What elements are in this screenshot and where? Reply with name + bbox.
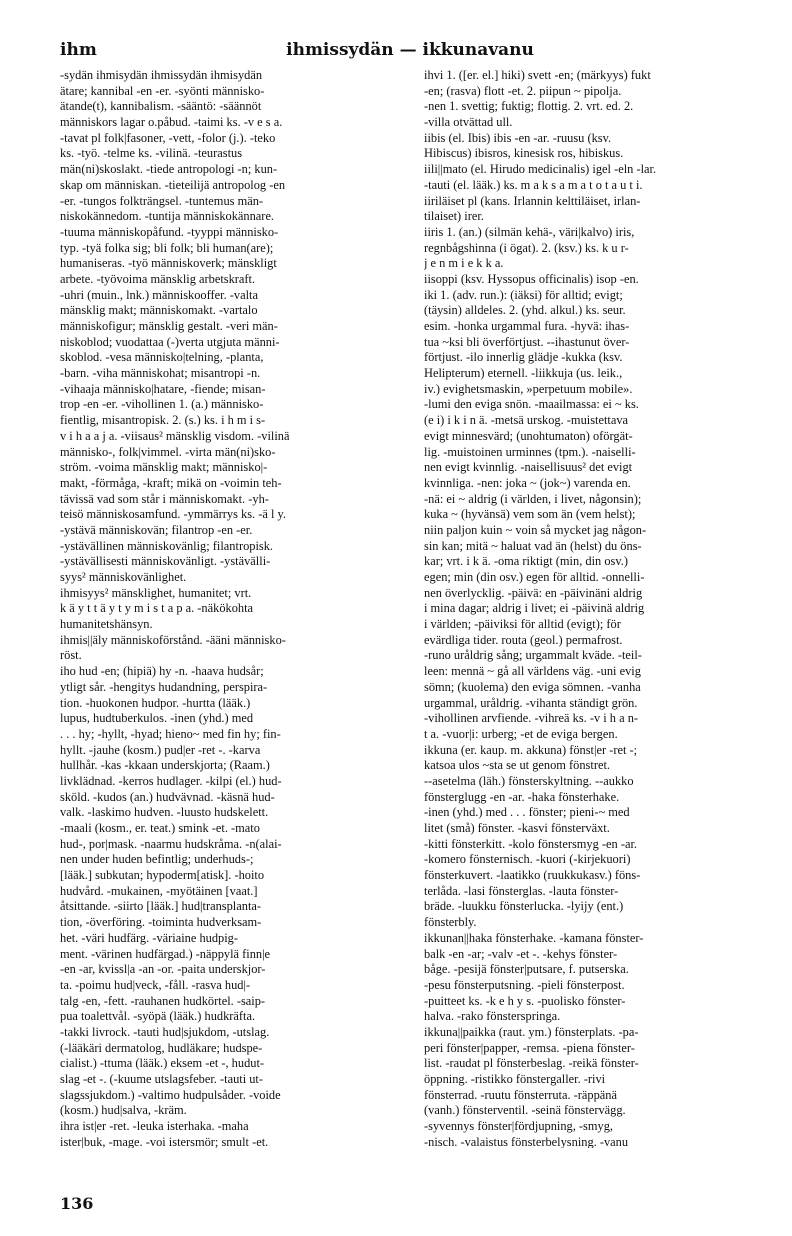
dictionary-line: -ystävä människovän; filantrop -en -er. [60,522,253,537]
dictionary-line: slag -et -. (-kuume utslagsfeber. -tauti ut- [60,1072,264,1086]
dictionary-line: -nisch. -valaistus fönsterbelysning. -vanu [424,1134,629,1148]
header-guide-word: ihm [60,40,97,60]
dictionary-line: k ä y t t ä y t y m i s t a p a. -näkökohta [60,601,254,616]
dictionary-line: pua toalettvål. -syöpä (lääk.) hudkräfta. [60,1009,256,1024]
dictionary-line: niskokännedom. -tuntija människokännare. [60,209,275,224]
dictionary-line: --asetelma (läh.) fönsterskyltning. --aukko [424,773,634,788]
dictionary-line: -villa otvättad ull. [424,115,513,130]
dictionary-line: fönsterglugg -en -ar. -haka fönsterhake. [424,789,620,804]
dictionary-line: slagssjukdom.) -valtimo hudpulsåder. -voide [60,1087,281,1102]
dictionary-line: urgammal, uråldrig. -vihanta ständigt grön. [424,695,638,710]
dictionary-line: balk -en -ar; -valv -et -. -kehys fönster- [424,946,618,961]
dictionary-line: -tauti (el. lääk.) ks. m a k s a m a t o t a u t i. [424,177,643,192]
dictionary-line: bräde. -luukku fönsterlucka. -lyijy (ent.) [424,899,624,914]
dictionary-line: -pesu fönsterputsning. -pieli fönsterpost. [424,977,625,992]
dictionary-line: ikkunan||haka fönsterhake. -kamana fönster- [424,930,644,945]
dictionary-line: nen överlycklig. -päivä: en -päivinäni aldrig [424,585,643,600]
dictionary-line: hyllt. -jauhe (kosm.) pud|er -ret -. -karva [60,742,261,757]
dictionary-line: nen evigt kvinnlig. -naisellisuus² det evigt [424,460,633,475]
right-column [424,68,784,1148]
dictionary-line: iiriläiset pl (kans. Irlannin kelttiläiset, irlan- [424,193,641,208]
dictionary-line: -ystävällisesti människovänligt. -ystävälli- [60,554,271,569]
dictionary-line: esim. -honka urgammal fura. -hyvä: ihas- [424,319,630,333]
dictionary-line: lupus, hudtuberkulos. -inen (yhd.) med [60,711,254,726]
dictionary-line: talg -en, -fett. -rauhanen hudkörtel. -saip- [60,993,266,1008]
dictionary-line: öppning. -ristikko fönstergaller. -rivi [424,1072,606,1086]
dictionary-line: syys² människovänlighet. [60,570,187,584]
dictionary-line: evärdliga tider. routa (geol.) permafrost. [424,632,623,647]
dictionary-line: arbete. -työvoima mänsklig arbetskraft. [60,271,256,286]
dictionary-line: kuka ~ (hyvänsä) vem som än (vem helst); [424,507,636,522]
dictionary-line: niin paljon kuin ~ voin så mycket jag någon- [424,522,647,537]
dictionary-line: ihvi 1. ([er. el.] hiki) svett -en; (märkyys) fukt [424,68,651,82]
dictionary-line: ister|buk, -mage. -voi istersmör; smult -et. [60,1134,269,1148]
dictionary-line: tilaiset) irer. [424,209,484,224]
dictionary-line: iisoppi (ksv. Hyssopus officinalis) isop -en. [424,271,639,286]
dictionary-line: tävissä vad som står i människomakt. -yh- [60,491,269,506]
dictionary-line: humanitetshänsyn. [60,617,153,632]
dictionary-line: människors lagar o.påbud. -taimi ks. -v e s a. [60,115,283,130]
dictionary-line: iho hud -en; (hipiä) hy -n. -haava hudsår; [60,664,264,679]
page-header [60,40,760,64]
dictionary-line: typ. -tyä folka sig; bli folk; bli human(are); [60,240,274,255]
dictionary-line: (e i) i k i n ä. -metsä urskog. -muistettava [424,413,629,428]
dictionary-line: fientlig, misantropisk. 2. (s.) ks. i h m i s- [60,413,266,428]
dictionary-line: -runo uråldrig sång; urgammalt kväde. -teil- [424,648,642,663]
dictionary-line: i mina dagar; aldrig i livet; ei -päivinä aldrig [424,601,645,616]
dictionary-line: män(ni)skoslakt. -tiede antropologi -n; kun- [60,162,278,177]
dictionary-line: ihra ist|er -ret. -leuka isterhaka. -maha [60,1119,249,1134]
dictionary-line: tion. -huokonen hudpor. -hurtta (lääk.) [60,695,251,710]
dictionary-line: makt, -förmåga, -kraft; mikä on -voimin teh- [60,475,282,490]
dictionary-line: fönsterkuvert. -laatikko (ruukkukasv.) föns- [424,868,641,883]
dictionary-line: sin kan; mitä ~ haluat vad än (helst) du öns- [424,538,642,553]
dictionary-line: människo-, folk|vimmel. -virta män(ni)sko- [60,444,276,459]
dictionary-line: fönsterrad. -ruutu fönsterruta. -räppänä [424,1087,618,1102]
dictionary-line: humaniseras. -työ människoverk; mänskligt [60,256,277,271]
dictionary-line: -tuuma människopåfund. -tyyppi människo- [60,224,279,239]
dictionary-line: ikkuna (er. kaup. m. akkuna) fönst|er -ret -; [424,742,638,757]
dictionary-line: -kitti fönsterkitt. -kolo fönstersmyg -en -ar. [424,836,638,851]
dictionary-line: hullhår. -kas -kkaan underskjorta; (Raam.) [60,758,270,773]
dictionary-line: j e n m i e k k a. [424,256,504,271]
dictionary-line: Hibiscus) ibisros, kinesisk ros, hibiskus. [424,146,624,161]
dictionary-line: människofigur; mänsklig gestalt. -veri män- [60,319,278,333]
dictionary-line: (kosm.) hud|salva, -kräm. [60,1103,187,1118]
dictionary-line: -inen (yhd.) med . . . fönster; pieni-~ med [424,805,630,820]
dictionary-line: v i h a a j a. -viisaus² mänsklig visdom. -vilinä [60,428,290,443]
dictionary-line: kvinnliga. -nen: joka ~ (jok~) varenda en. [424,475,631,490]
dictionary-line: fönsterbly. [424,915,477,930]
page-number: 136 [60,1194,94,1213]
dictionary-line: åtsittande. -siirto [lääk.] hud|transplanta- [60,899,262,914]
dictionary-line: leen: mennä ~ gå all världens väg. -uni evig [424,664,641,679]
dictionary-line: tion, -överföring. -toiminta hudverksam- [60,915,262,930]
dictionary-line: livklädnad. -kerros hudlager. -kilpi (el.) hud- [60,773,282,788]
dictionary-line: ks. -työ. -telme ks. -vilinä. -teurastus [60,146,243,161]
dictionary-line: het. -väri hudfärg. -väriaine hudpig- [60,930,238,945]
dictionary-line: -lumi den eviga snön. -maailmassa: ei ~ ks. [424,397,639,412]
dictionary-line: i världen; -päiviksi för alltid (evigt); för [424,617,621,632]
dictionary-line: -syvennys fönster|fördjupning, -smyg, [424,1119,614,1134]
dictionary-line: (täysin) alldeles. 2. (yhd. alkul.) ks. seur. [424,303,626,318]
dictionary-line: katsoa ulos ~sta se ut genom fönstret. [424,758,610,773]
dictionary-line: lig. -muistoinen urminnes (tpm.). -naiselli- [424,444,636,459]
dictionary-line: ätare; kannibal -en -er. -syönti människo- [60,83,265,98]
dictionary-line: iili||mato (el. Hirudo medicinalis) igel -eln -lar. [424,162,657,177]
dictionary-line: skap om människan. -tieteilijä antropolog -en [60,177,286,192]
dictionary-line: -tavat pl folk|fasoner, -vett, -folor (j.). -teko [60,130,276,145]
dictionary-line: -barn. -viha människohat; misantropi -n. [60,366,261,381]
dictionary-line: tua ~ksi bli överförtjust. --ihastunut över- [424,334,630,349]
dictionary-line: regnbågshinna (i ögat). 2. (ksv.) ks. k u r- [424,240,629,255]
dictionary-line: list. -raudat pl fönsterbeslag. -reikä fönster- [424,1056,639,1071]
dictionary-line: [lääk.] subkutan; hypoderm[atisk]. -hoito [60,868,265,883]
dictionary-line: -vihaaja människo|hatare, -fiende; misan- [60,381,266,396]
dictionary-line: -er. -tungos folkträngsel. -tuntemus män- [60,193,264,208]
dictionary-line: ment. -värinen hudfärgad.) -näppylä finn|e [60,946,271,961]
dictionary-line: -maali (kosm., er. teat.) smink -et. -mato [60,821,260,835]
dictionary-line: terlåda. -lasi fönsterglas. -lauta fönster- [424,883,619,898]
dictionary-line: . . . hy; -hyllt, -hyad; hieno~ med fin hy; fin- [60,726,281,741]
dictionary-line: -nen 1. svettig; fuktig; flottig. 2. vrt. ed. 2. [424,99,634,114]
dictionary-line: halva. -rako fönsterspringa. [424,1009,561,1024]
dictionary-line: hudvård. -mukainen, -myötäinen [vaat.] [60,883,258,898]
dictionary-line: ihmisyys² mänsklighet, humanitet; vrt. [60,585,252,600]
dictionary-line: ström. -voima mänsklig makt; människo|- [60,460,268,475]
dictionary-line: skoblod. -vesa människo|telning, -planta, [60,350,264,365]
dictionary-line: -puitteet ks. -k e h y s. -puolisko fönster- [424,993,626,1008]
dictionary-line: -takki livrock. -tauti hud|sjukdom, -utslag. [60,1024,270,1039]
dictionary-line: Helipterum) eternell. -liikkuja (us. leik., [424,366,623,381]
dictionary-line: (vanh.) fönsterventil. -seinä fönstervägg. [424,1103,626,1118]
dictionary-line: (-lääkäri dermatolog, hudläkare; hudspe- [60,1040,263,1055]
dictionary-line: -nä: ei ~ aldrig (i världen, i livet, någonsin); [424,491,642,506]
dictionary-line: mänsklig makt; människomakt. -vartalo [60,303,258,318]
dictionary-line: hud-, por|mask. -naarmu hudskråma. -n(alai- [60,836,282,851]
dictionary-line: -uhri (muin., lnk.) människooffer. -valta [60,287,258,302]
dictionary-line: sömn; (kuolema) den eviga sömnen. -vanha [424,679,641,694]
dictionary-line: förtjust. -ilo innerlig glädje -kukka (ksv. [424,350,623,365]
dictionary-line: t a. -vuor|i: urberg; -et de eviga bergen. [424,726,618,741]
dictionary-line: kar; vrt. i k ä. -oma riktigt (min, din osv.) [424,554,628,569]
dictionary-line: -komero fönsternisch. -kuori (-kirjekuori) [424,852,631,867]
dictionary-line: litet (små) fönster. -kasvi fönsterväxt. [424,821,610,835]
dictionary-line: ytligt sår. -hengitys hudandning, perspira- [60,679,268,694]
left-column [60,68,420,1148]
dictionary-line: iibis (el. Ibis) ibis -en -ar. -ruusu (ksv. [424,130,612,145]
dictionary-line: egen; min (din osv.) egen för alltid. -onnelli- [424,570,645,584]
dictionary-line: ta. -poimu hud|veck, -fåll. -rasva hud|- [60,977,251,992]
dictionary-line: -ystävällinen människovänlig; filantropisk. [60,538,274,553]
dictionary-line: cialist.) -ttuma (lääk.) eksem -et -, hudut- [60,1056,265,1071]
dictionary-line: teisö människosamfund. -ymmärrys ks. -ä l y. [60,507,286,522]
dictionary-line: -en; (rasva) flott -et. 2. piipun ~ pipolja. [424,83,622,98]
dictionary-line: iiris 1. (an.) (silmän kehä-, väri|kalvo) iris, [424,224,635,239]
dictionary-line: nen under huden befintlig; underhuds-; [60,852,254,867]
dictionary-line: sköld. -kudos (an.) hudvävnad. -käsnä hud- [60,789,275,804]
dictionary-line: ikkuna||paikka (raut. ym.) fönsterplats. -pa- [424,1024,639,1039]
dictionary-line: valk. -laskimo hudven. -luusto hudskelett. [60,805,269,820]
header-title: ihmissydän — ikkunavanu [286,40,534,60]
dictionary-line: iv.) evighetsmaskin, »perpetuum mobile». [424,381,633,396]
dictionary-line: iki 1. (adv. run.): (iäksi) för alltid; evigt; [424,287,623,302]
dictionary-line: evigt minnesvärd; (unohtumaton) oförgät- [424,428,633,443]
dictionary-line: ätande(t), kannibalism. -sääntö: -säännöt [60,99,262,114]
dictionary-line: ihmis||äly människoförstånd. -ääni människo- [60,632,286,647]
dictionary-line: båge. -pesijä fönster|putsare, f. putserska. [424,962,629,977]
dictionary-line: -vihollinen arvfiende. -vihreä ks. -v i h a n- [424,711,639,726]
dictionary-line: peri fönster|papper, -remsa. -piena fönster- [424,1040,635,1055]
dictionary-line: niskoblod; vuodattaa (-)verta utgjuta männi- [60,334,280,349]
dictionary-line: röst. [60,648,82,663]
dictionary-line: trop -en -er. -vihollinen 1. (a.) människo- [60,397,264,412]
dictionary-line: -en -ar, kvissl|a -an -or. -paita underskjor- [60,962,266,977]
dictionary-line: -sydän ihmisydän ihmissydän ihmisydän [60,68,263,82]
